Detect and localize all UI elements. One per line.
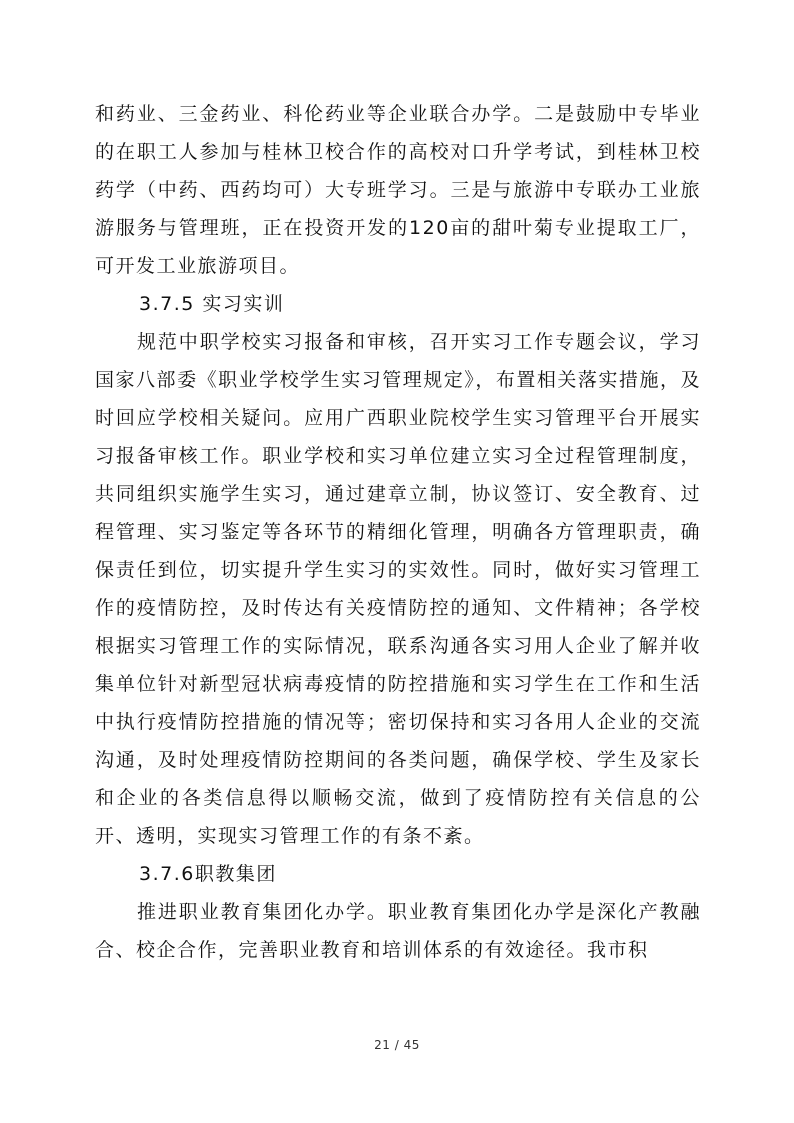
section-heading-internship-training: 3.7.5 实习实训 (139, 293, 285, 315)
paragraph-internship-management: 规范中职学校实习报备和审核，召开实习工作专题会议，学习国家八部委《职业学校学生实习管理规定》，布置相关落实措施，及时回应学校相关疑问。应用广西职业院校学生实习管理平台开展实习报备审核工作。职业学校和实习单位建立实习全过程管理制度，共同组织实施学生实习，通过建章立制，协议签订、安全教育、过程管理、实习鉴定等各环节的精细化管理，明确各方管理职责，确保责任到位，切实提升学生实习的实效性。同时，做好实习管理工作的疫情防控，及时传达有关疫情防控的通知、文件精神；各学校根据实习管理工作的实际情况，联系沟通各实习用人企业了解并收集单位针对新型冠状病毒疫情的防控措施和实习学生在工作和生活中执行疫情防控措施的情况等；密切保持和实习各用人企业的交流沟通，及时处理疫情防控期间的各类问题，确保学校、学生及家长和企业的各类信息得以顺畅交流，做到了疫情防控有关信息的公开、透明，实现实习管理工作的有条不紊。 (95, 331, 701, 847)
page-content (95, 95, 701, 969)
section-heading-vocational-education-group: 3.7.6职教集团 (139, 863, 277, 885)
page-number: 21 / 45 (374, 1038, 420, 1052)
paragraph-joint-school-running: 和药业、三金药业、科伦药业等企业联合办学。二是鼓励中专毕业的在职工人参加与桂林卫校合作的高校对口升学考试，到桂林卫校药学（中药、西药均可）大专班学习。三是与旅游中专联办工业旅游服务与管理班，正在投资开发的120亩的甜叶菊专业提取工厂，可开发工业旅游项目。 (95, 103, 701, 277)
paragraph-group-school-running: 推进职业教育集团化办学。职业教育集团化办学是深化产教融合、校企合作，完善职业教育和培训体系的有效途径。我市积 (95, 901, 701, 961)
